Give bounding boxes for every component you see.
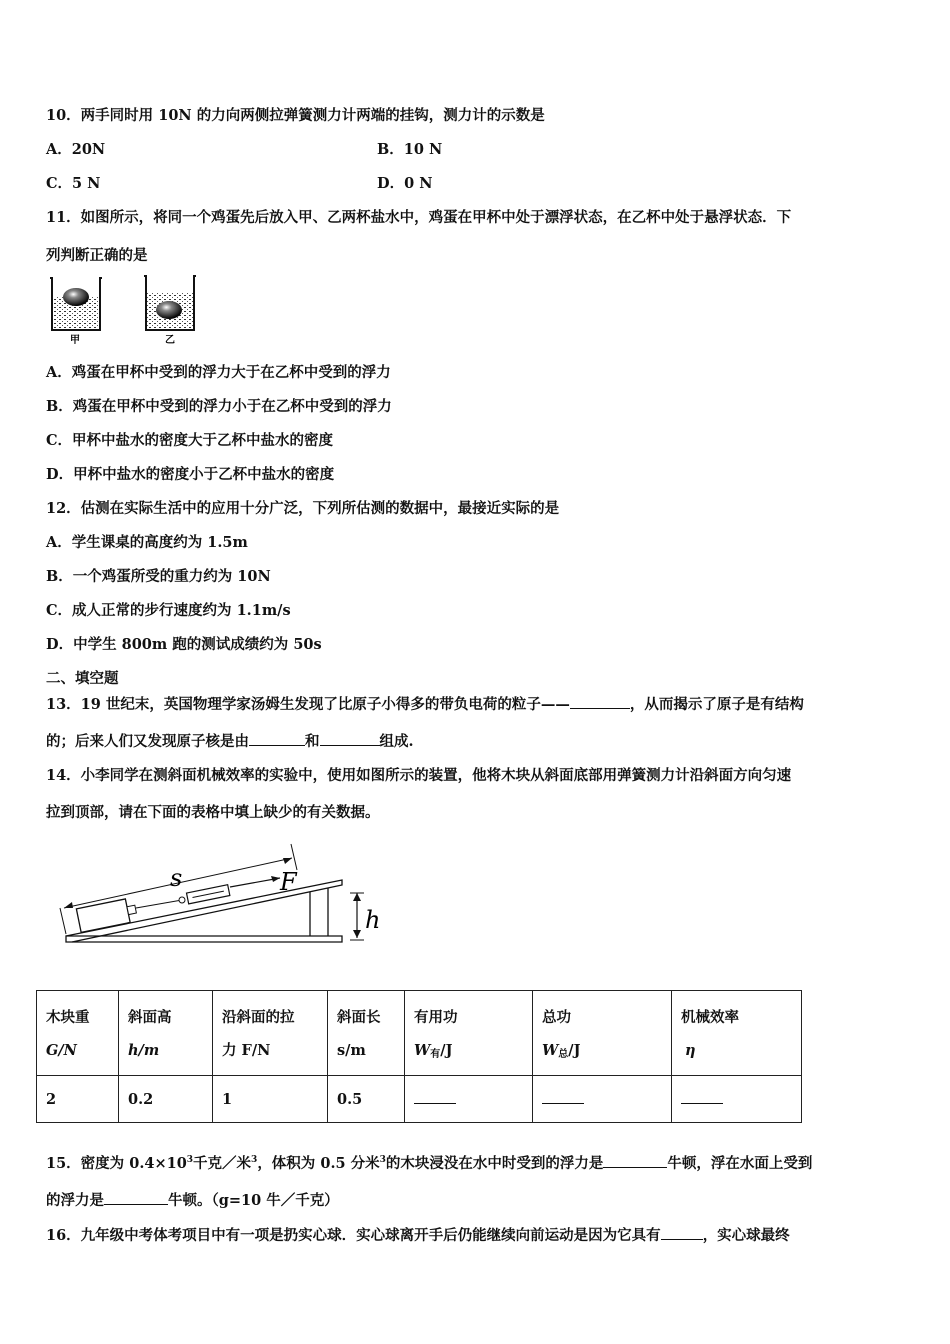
q14-line1: 14．小李同学在测斜面机械效率的实验中，使用如图所示的装置，他将木块从斜面底部用弹簧测力计沿斜面方向匀速 xyxy=(46,767,792,784)
beakers-figure xyxy=(44,270,204,348)
q12-option-b: B．一个鸡蛋所受的重力约为 10N xyxy=(46,568,271,585)
incline-data-table xyxy=(36,990,802,1123)
label-F: F xyxy=(280,868,297,896)
q11-option-d: D．甲杯中盐水的密度小于乙杯中盐水的密度 xyxy=(46,466,335,483)
q14-line2: 拉到顶部，请在下面的表格中填上缺少的有关数据。 xyxy=(46,804,380,821)
cell-block-weight: 2 xyxy=(37,1076,119,1123)
q11-option-b: B．鸡蛋在甲杯中受到的浮力小于在乙杯中受到的浮力 xyxy=(46,398,392,415)
cell-incline-height: 0.2 xyxy=(119,1076,213,1123)
q12-stem: 12．估测在实际生活中的应用十分广泛，下列所估测的数据中，最接近实际的是 xyxy=(46,500,560,517)
table-row xyxy=(37,1076,802,1123)
header-incline-length: 斜面长 s/m xyxy=(328,991,405,1076)
q15-line2: 的浮力是 牛顿。（g=10 牛／千克） xyxy=(46,1192,339,1209)
q11-stem-line2: 列判断正确的是 xyxy=(46,247,148,264)
q10-option-a: A．20N xyxy=(46,141,106,158)
cell-incline-length: 0.5 xyxy=(328,1076,405,1123)
header-useful-work: 有用功 $W_有/J$ xyxy=(405,991,533,1076)
beaker-yi xyxy=(144,276,196,330)
q13-text-e: 组成. xyxy=(379,733,414,750)
q15-blank-2[interactable] xyxy=(104,1190,168,1205)
q10-option-b: B．10 N xyxy=(377,141,443,158)
q13-text-c: 的；后来人们又发现原子核是由 xyxy=(46,733,249,750)
table-header-row xyxy=(37,991,802,1076)
q13-text-b: ，从而揭示了原子是有结构 xyxy=(629,696,804,713)
q16-line1: 16．九年级中考体考项目中有一项是扔实心球．实心球离开手后仍能继续向前运动是因为它具有 ，实心球最终 xyxy=(46,1227,790,1244)
label-h: h xyxy=(365,906,381,934)
q13-blank-particle[interactable] xyxy=(570,694,630,709)
incline-figure xyxy=(52,838,392,950)
header-block-weight: 木块重 G/N xyxy=(37,991,119,1076)
cell-efficiency-blank[interactable] xyxy=(672,1076,802,1123)
q12-option-d: D．中学生 800m 跑的测试成绩约为 50s xyxy=(46,636,322,653)
cell-total-work-blank[interactable] xyxy=(533,1076,672,1123)
q13-line2 xyxy=(46,730,414,751)
cell-pull-force: 1 xyxy=(213,1076,328,1123)
q10-stem: 10．两手同时用 10N 的力向两侧拉弹簧测力计两端的挂钩，测力计的示数是 xyxy=(46,107,545,124)
q15-line1: 15．密度为 $0.4\times 10^3$千克／米$^3$，体积为 0.5 分米$^3$的木块浸没在水中时受到的浮力是 牛顿，浮在水面上受到 xyxy=(46,1155,813,1172)
q12-option-c: C．成人正常的步行速度约为 1.1m/s xyxy=(46,602,291,619)
q16-blank-1[interactable] xyxy=(661,1225,703,1240)
q11-option-c: C．甲杯中盐水的密度大于乙杯中盐水的密度 xyxy=(46,432,334,449)
cup-label-yi: 乙 xyxy=(165,335,175,346)
q12-option-a: A．学生课桌的高度约为 1.5m xyxy=(46,534,248,551)
header-incline-height: 斜面高 h/m xyxy=(119,991,213,1076)
label-s: s xyxy=(170,864,183,892)
q13-blank-2[interactable] xyxy=(320,731,380,746)
q11-stem-line1: 11．如图所示，将同一个鸡蛋先后放入甲、乙两杯盐水中，鸡蛋在甲杯中处于漂浮状态，在乙杯中处于悬浮状态．下 xyxy=(46,209,792,226)
q13-text-a: 13．19 世纪末，英国物理学家汤姆生发现了比原子小得多的带负电荷的粒子—— xyxy=(46,696,570,713)
q13-blank-1[interactable] xyxy=(249,731,305,746)
section-heading-fill-in: 二、填空题 xyxy=(46,670,119,687)
q13-text-d: 和 xyxy=(305,733,320,750)
q13-line1 xyxy=(46,693,804,714)
header-efficiency: 机械效率 η xyxy=(672,991,802,1076)
beaker-jia xyxy=(50,278,102,330)
q15-blank-1[interactable] xyxy=(603,1153,667,1168)
header-total-work: 总功 $W_总/J$ xyxy=(533,991,672,1076)
cup-label-jia: 甲 xyxy=(70,335,80,346)
q10-option-d: D．0 N xyxy=(377,175,433,192)
header-pull-force: 沿斜面的拉 力 F/N xyxy=(213,991,328,1076)
q11-option-a: A．鸡蛋在甲杯中受到的浮力大于在乙杯中受到的浮力 xyxy=(46,364,391,381)
cell-useful-work-blank[interactable] xyxy=(405,1076,533,1123)
q10-option-c: C．5 N xyxy=(46,175,101,192)
